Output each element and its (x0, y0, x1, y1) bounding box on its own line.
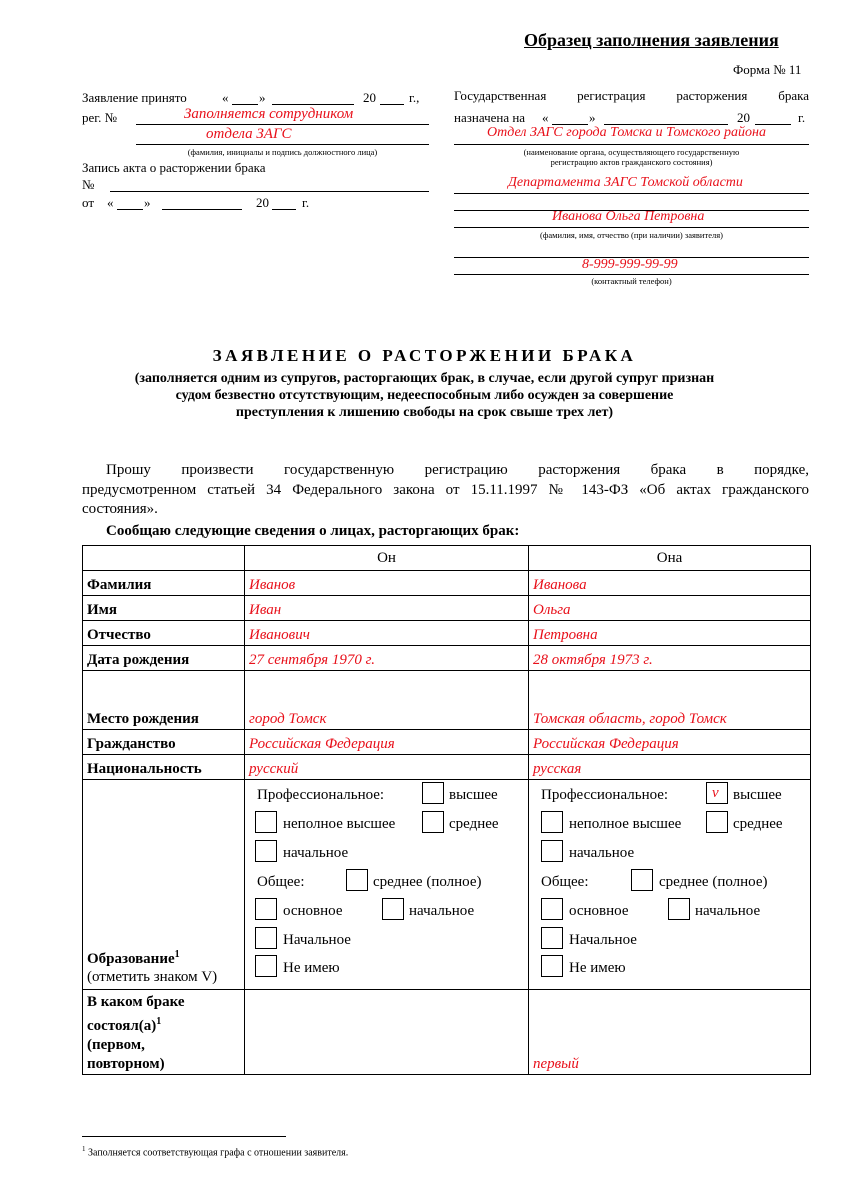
he-education-cell (245, 780, 529, 990)
request-line-2: предусмотренном статьей 34 Федерального закона от 15.11.1997 № 143-ФЗ «Об актах гражданского (82, 482, 809, 498)
subtitle-line-1: (заполняется одним из супругов, расторгающих брак, в случае, если другой супруг признан (134, 371, 715, 386)
table-row (83, 646, 811, 671)
he-incomplete-higher-checkbox[interactable] (255, 811, 277, 833)
she-birth-place: Томская область, город Томск (529, 671, 811, 730)
she-surname: Иванова (529, 571, 811, 596)
he-education-options (245, 780, 528, 976)
she-none-label: Не имею (569, 960, 626, 976)
subtitle-line-2: судом безвестно отсутствующим, недееспособным либо осужден за совершение (175, 388, 674, 403)
year-prefix: 20 (363, 90, 376, 105)
office-caption-1: (наименование органа, осуществляющего государственную (523, 147, 740, 157)
table-row-marriage (83, 990, 811, 1075)
she-none-checkbox[interactable] (541, 955, 563, 977)
he-elementary-label: Начальное (283, 932, 351, 948)
day-line-2 (117, 209, 143, 210)
she-incomplete-higher-checkbox[interactable] (541, 811, 563, 833)
phone-line (454, 274, 809, 275)
education-footnote-mark: 1 (174, 949, 180, 960)
footnote-text: Заполняется соответствующая графа с отношении заявителя. (88, 1147, 349, 1159)
column-he: Он (245, 546, 529, 571)
office-line (454, 144, 809, 145)
footnote (82, 1145, 348, 1158)
year-line (380, 104, 404, 105)
column-she: Она (529, 546, 811, 571)
record-no-line (110, 191, 429, 192)
he-secondary-full-checkbox[interactable] (346, 869, 368, 891)
she-secondary-label: среднее (733, 816, 783, 832)
table-row (83, 671, 811, 730)
he-general-primary-checkbox[interactable] (382, 898, 404, 920)
she-elementary-checkbox[interactable] (541, 927, 563, 949)
he-higher-label: высшее (449, 787, 498, 803)
year-line-2 (272, 209, 296, 210)
she-basic-checkbox[interactable] (541, 898, 563, 920)
he-general-label: Общее: (257, 874, 305, 890)
year-suffix-2: г. (302, 195, 310, 210)
year-prefix-3: 20 (737, 110, 750, 125)
table-row (83, 571, 811, 596)
quote-close: » (259, 90, 266, 105)
quote-open: « (222, 90, 229, 105)
applicant-caption: (фамилия, имя, отчество (при наличии) заявителя) (540, 230, 723, 240)
month-line (272, 104, 354, 105)
marriage-label-4: повторном) (87, 1056, 165, 1072)
record-no-label: № (82, 177, 95, 192)
department-name: Департамента ЗАГС Томской области (508, 175, 743, 190)
she-citizenship: Российская Федерация (529, 730, 811, 755)
row-label-birth-place: Место рождения (83, 671, 245, 730)
he-general-primary-label: начальное (409, 903, 475, 919)
she-nationality: русская (529, 755, 811, 780)
he-professional-label: Профессиональное: (257, 787, 385, 803)
from-label: от (82, 195, 95, 210)
she-basic-label: основное (569, 903, 629, 919)
row-label-birth-date: Дата рождения (83, 646, 245, 671)
table-corner-cell (83, 546, 245, 571)
he-higher-checkbox[interactable] (422, 782, 444, 804)
accepted-label: Заявление принято (82, 90, 187, 105)
month-line-2 (162, 209, 242, 210)
office-caption-2: регистрацию актов гражданского состояния) (550, 157, 713, 167)
she-general-primary-checkbox[interactable] (668, 898, 690, 920)
row-label-nationality: Национальность (83, 755, 245, 780)
spouses-table (82, 545, 811, 1075)
footnote-mark: 1 (82, 1145, 86, 1153)
row-label-name: Имя (83, 596, 245, 621)
she-education-cell (529, 780, 811, 990)
quote-open-3: « (542, 110, 549, 125)
he-none-checkbox[interactable] (255, 955, 277, 977)
she-secondary-full-label: среднее (полное) (659, 874, 768, 890)
marriage-label-2: состоял(а) (87, 1018, 157, 1034)
he-patronymic: Иванович (245, 621, 529, 646)
row-label-education (83, 780, 245, 990)
document-title: Образец заполнения заявления (524, 30, 779, 50)
applicant-line (454, 227, 809, 228)
phone-caption: (контактный телефон) (591, 276, 672, 286)
department-line (454, 193, 809, 194)
row-label-citizenship: Гражданство (83, 730, 245, 755)
she-name: Ольга (529, 596, 811, 621)
table-row (83, 596, 811, 621)
education-hint: (отметить знаком V) (87, 969, 218, 985)
row-label-patronymic: Отчество (83, 621, 245, 646)
request-line-3: состояния». (82, 501, 158, 517)
she-professional-label: Профессиональное: (541, 787, 669, 803)
request-line-1: Прошу произвести государственную регистрацию расторжения брака в порядке, (106, 462, 809, 478)
applicant-name: Иванова Ольга Петровна (552, 209, 705, 224)
row-label-marriage (83, 990, 245, 1075)
table-row (83, 755, 811, 780)
she-secondary-full-checkbox[interactable] (631, 869, 653, 891)
she-incomplete-higher-label: неполное высшее (569, 816, 682, 832)
she-elementary-label: Начальное (569, 932, 637, 948)
official-caption: (фамилия, инициалы и подпись должностного лица) (187, 147, 378, 157)
day-line (232, 104, 258, 105)
year-suffix-3: г. (798, 110, 806, 125)
table-row (83, 730, 811, 755)
marriage-label-1: В каком браке (87, 994, 185, 1010)
she-birth-date: 28 октября 1973 г. (529, 646, 811, 671)
office-name: Отдел ЗАГС города Томска и Томского района (487, 125, 767, 140)
reg-label: рег. № (82, 110, 118, 125)
she-higher-label: высшее (733, 787, 782, 803)
she-general-primary-label: начальное (695, 903, 761, 919)
she-higher-checkmark: v (712, 785, 719, 801)
she-patronymic: Петровна (529, 621, 811, 646)
he-citizenship: Российская Федерация (245, 730, 529, 755)
year-suffix: г., (409, 90, 420, 105)
scheduled-label: назначена на (454, 110, 526, 125)
registration-line: Государственная регистрация расторжения брака (454, 88, 809, 103)
quote-close-2: » (144, 195, 151, 210)
she-higher-checkbox[interactable] (706, 782, 728, 804)
he-nationality: русский (245, 755, 529, 780)
he-elementary-checkbox[interactable] (255, 927, 277, 949)
reg-line (136, 124, 429, 125)
form-number: Форма № 11 (733, 62, 802, 77)
footnote-separator (82, 1136, 286, 1137)
quote-close-3: » (589, 110, 596, 125)
she-marriage: первый (529, 990, 811, 1075)
he-surname: Иванов (245, 571, 529, 596)
he-birth-date: 27 сентября 1970 г. (245, 646, 529, 671)
row-label-surname: Фамилия (83, 571, 245, 596)
he-secondary-label: среднее (449, 816, 499, 832)
she-primary-checkbox[interactable] (541, 840, 563, 862)
marriage-label-3: (первом, (87, 1037, 145, 1053)
she-secondary-checkbox[interactable] (706, 811, 728, 833)
he-secondary-checkbox[interactable] (422, 811, 444, 833)
he-primary-checkbox[interactable] (255, 840, 277, 862)
he-marriage (245, 990, 529, 1075)
phone-number: 8-999-999-99-99 (582, 257, 678, 272)
quote-open-2: « (107, 195, 114, 210)
official-line (136, 144, 429, 145)
table-row (83, 621, 811, 646)
he-basic-checkbox[interactable] (255, 898, 277, 920)
staff-fill-2: отдела ЗАГС (206, 126, 292, 142)
marriage-footnote-mark: 1 (156, 1016, 162, 1027)
he-basic-label: основное (283, 903, 343, 919)
info-heading: Сообщаю следующие сведения о лицах, расторгающих брак: (106, 523, 520, 539)
she-education-options (529, 780, 810, 976)
she-primary-label: начальное (569, 845, 635, 861)
he-incomplete-higher-label: неполное высшее (283, 816, 396, 832)
table-row-education (83, 780, 811, 990)
education-label: Образование (87, 951, 175, 967)
he-secondary-full-label: среднее (полное) (373, 874, 482, 890)
he-none-label: Не имею (283, 960, 340, 976)
year-prefix-2: 20 (256, 195, 269, 210)
he-name: Иван (245, 596, 529, 621)
table-header-row (83, 546, 811, 571)
she-general-label: Общее: (541, 874, 589, 890)
statement-title: ЗАЯВЛЕНИЕ О РАСТОРЖЕНИИ БРАКА (212, 346, 637, 365)
he-birth-place: город Томск (245, 671, 529, 730)
staff-fill-1: Заполняется сотрудником (184, 106, 354, 122)
record-label: Запись акта о расторжении брака (82, 160, 266, 175)
he-primary-label: начальное (283, 845, 349, 861)
subtitle-line-3: преступления к лишению свободы на срок свыше трех лет) (235, 405, 614, 420)
